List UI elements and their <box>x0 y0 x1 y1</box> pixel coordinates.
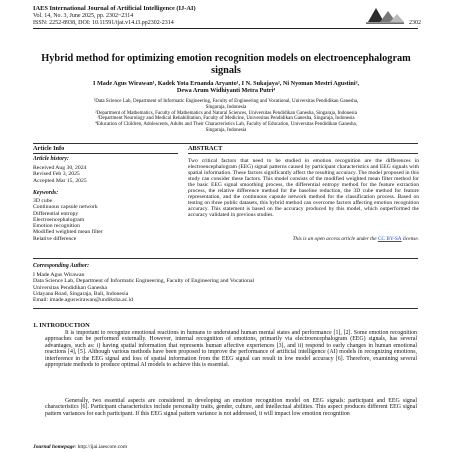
journal-footer <box>33 444 127 450</box>
article-info-heading: Article Info <box>33 145 65 152</box>
keyword: Electroencephalogram <box>33 216 85 223</box>
revised-date: Revised Feb 3, 2025 <box>33 171 80 178</box>
article-history-heading: Article history: <box>33 156 69 162</box>
license-prefix: This is an open access article under the <box>292 236 378 242</box>
received-date: Received Aug 30, 2024 <box>33 165 87 171</box>
author-list <box>40 80 412 94</box>
affiliation: ³Department Neurology and Medical Rehabilitation, Faculty of Medicine, Universitas Pendidikan Ganesha, Singaraja, Indonesia <box>97 116 355 122</box>
author-line: I Made Agus Wirawan¹, Kadek Yota Ernanda Aryanto¹, I N. Sukajaya², Ni Nyoman Mestri Agustini³, <box>92 80 359 87</box>
license-link[interactable]: CC BY-SA <box>377 236 402 242</box>
keywords-heading: Keywords: <box>33 190 59 196</box>
corresponding-bottom-rule <box>33 308 418 309</box>
intro-paragraph-2: Generally, two essential aspects are considered in developing an emotion recognition model on EEG signals: participant and EEG signal characteristics [6]. Participant characteristics include personality traits, gender, culture, and intellectual abilities. This aspect produces different EEG signal pattern variances for each participant. If this EEG signal pattern variance is not addressed, it will impact low emotion recognition <box>45 398 417 417</box>
keyword: 3D cube <box>33 198 53 204</box>
affiliation: ¹Data Science Lab, Department of Informatic Engineering, Faculty of Engineering and Vocational, Universitas Pendidikan Ganesha, <box>93 99 359 104</box>
abstract-heading: ABSTRACT <box>188 145 223 152</box>
paper-title: Hybrid method for optimizing emotion recognition models on electroencephalogram signals <box>41 53 411 76</box>
keyword: Emotion recognition <box>33 223 80 230</box>
keyword: Continuous capsule network <box>33 204 98 211</box>
corresponding-top-rule <box>33 258 418 259</box>
footer-label: Journal homepage <box>33 444 75 450</box>
affiliation: ⁴Education of Children, Adolescents, Adults and Their Characteristics Lab, Faculty of Education, Universitas Pendidikan Ganesha, <box>94 122 357 128</box>
keyword: Differential entropy <box>33 210 79 217</box>
volume-info: Vol. 14, No. 3, June 2025, pp. 2302~2314 <box>33 13 134 19</box>
affiliation: ²Department of Mathematics, Faculty of Mathematics and Natural Sciences, Universitas Pendidikan Ganesha, Singaraja, Indonesia <box>95 110 357 116</box>
affiliation: Singaraja, Indonesia <box>205 104 247 110</box>
keyword: Relative difference <box>33 235 77 242</box>
page-number: 2302 <box>409 20 421 26</box>
affiliations <box>40 99 412 134</box>
keyword: Modified weighted mean filter <box>33 229 103 236</box>
corresponding-lab: Data Science Lab, Department of Informatic Engineering, Faculty of Engineering and Vocational <box>33 278 255 285</box>
corresponding-name: I Made Agus Wirawan <box>33 272 85 278</box>
info-box-top-rule <box>33 143 418 144</box>
journal-name: IAES International Journal of Artificial Intelligence (IJ-AI) <box>33 5 196 12</box>
journal-logo-icon <box>364 4 406 26</box>
corresponding-address: Udayana Road, Singaraja, Bali, Indonesia <box>33 290 129 297</box>
corresponding-university: Universitas Pendidikan Ganesha <box>33 284 107 291</box>
license-note <box>293 236 419 242</box>
abstract-text: Two critical factors that need to be studied in emotion recognition are the differences in electroencephalogram (EEG) signal patterns caused by participant characteristics and EEG signals with spatial information. These factors significantly affect the resulting accuracy. The model proposed in this study can consider these factors. This model consists of the modified weighted mean filter method for the basic EEG signal smoothing process, the differential entropy method for the feature extraction process, the relative difference method for the baseline reduction, the 3D cube method for feature representation, and the continuous capsule network method for the classification process. Based on testing on three public datasets, this hybrid method can overcome factors affecting emotion recognition accuracy. This statement is based on the accuracy produced by this model, which outperformed the accuracy validated in previous studies. <box>188 158 419 219</box>
footer-url[interactable]: : http://ijai.iaescore.com <box>74 444 128 450</box>
abstract-rule <box>188 153 418 154</box>
license-suffix: license. <box>401 236 419 242</box>
info-rule <box>33 153 178 154</box>
corresponding-email[interactable]: Email: imade.aguswirawan@undiksha.ac.id <box>33 297 134 304</box>
affiliation: Singaraja, Indonesia <box>205 127 247 133</box>
accepted-date: Accepted Mar 15, 2025 <box>33 177 87 184</box>
introduction-heading: 1. INTRODUCTION <box>33 322 90 329</box>
keyword-list <box>33 198 103 242</box>
intro-paragraph-1: It is important to recognize emotional reactions in humans to understand human mental states and performance [1], [2]. Some emotion recognition approaches can be performed externally. However, internal recognition of emotions, primarily via electroencephalogram (EEG) signals, has several advantages, such as: i) having spatial information that represents human affective experiences [3], and ii) respond to early changes in human emotional reactions [4], [5]. Although various methods have been proposed to improve the performance of artificial intelligence (AI) models in recognizing emotions, interference in the EEG signal and loss of spatial information from the EEG signal can result in low model accuracy [6]. Therefore, examining several appropriate methods to produce optimal AI models to achieve this is essential. <box>45 330 417 369</box>
author-line: Dewa Arum Widhiyanti Metra Putri⁴ <box>176 87 276 95</box>
issn-doi: ISSN: 2252-8938, DOI: 10.11591/ijai.v14.i3.pp2302-2314 <box>33 20 174 26</box>
corresponding-heading: Corresponding Author: <box>33 263 90 269</box>
corresponding-details <box>33 272 254 303</box>
article-history <box>33 165 87 184</box>
header-rule <box>33 28 418 29</box>
